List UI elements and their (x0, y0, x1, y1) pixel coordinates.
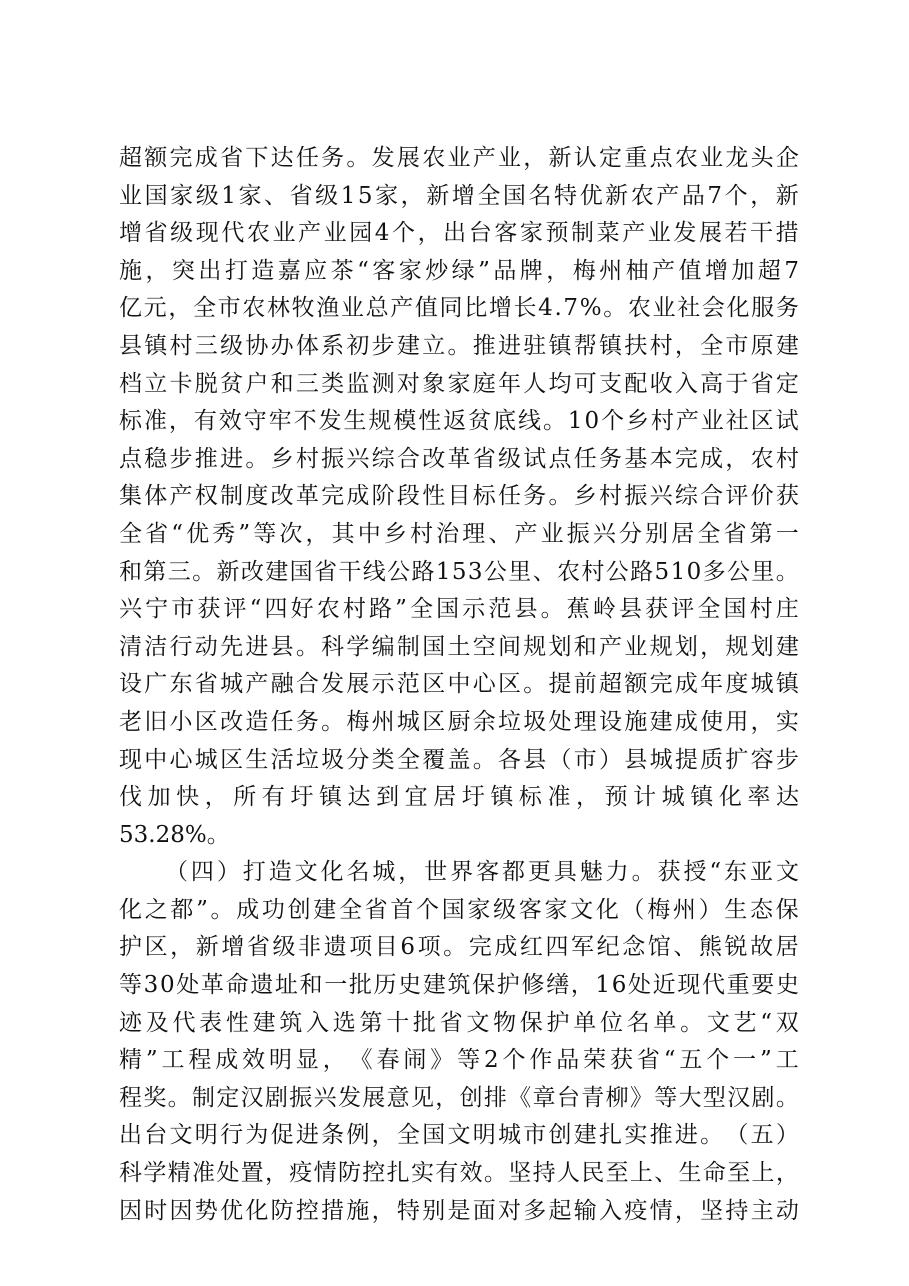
text-line (119, 1042, 799, 1080)
text-line-content: 标 准 ， 有 效 守 牢 不 发 生 规 模 性 返 贫 底 线 。 1 0 个 乡 村 产 业 社 区 试 (119, 408, 799, 435)
text-line (119, 967, 799, 1005)
text-line (119, 328, 799, 366)
text-line (119, 779, 799, 817)
text-line (119, 554, 799, 592)
text-line (119, 178, 799, 216)
text-line-content: 超 额 完 成 省 下 达 任 务 。 发 展 农 业 产 业 ， 新 认 定 重 点 农 业 龙 头 企 (119, 145, 799, 171)
text-line (119, 441, 799, 479)
text-line-content: 科 学 精 准 处 置 ， 疫 情 防 控 扎 实 有 效 。 坚 持 人 民 至 上 、 生 命 至 上 ， (119, 1160, 799, 1187)
text-line (119, 1193, 799, 1231)
text-line-content: 精 ” 工 程 成 效 明 显 ， 《 春 闹 》 等 2 个 作 品 荣 获 省 “ 五 个 一 ” 工 (119, 1047, 799, 1074)
text-line-content: 老 旧 小 区 改 造 任 务 。 梅 州 城 区 厨 余 垃 圾 处 理 设 施 建 成 使 用 ， 实 (119, 708, 799, 735)
text-line-content: 和 第 三 。 新 改 建 国 省 干 线 公 路 1 5 3 公 里 、 农 村 公 路 5 1 0 多 公 里 。 (119, 558, 799, 585)
text-line-content: 增 省 级 现 代 农 业 产 业 园 4 个 ， 出 台 客 家 预 制 菜 产 业 发 展 若 干 措 (119, 220, 799, 247)
text-line (119, 929, 799, 967)
text-line (119, 478, 799, 516)
text-line-content: 化 之 都 ” 。 成 功 创 建 全 省 首 个 国 家 级 客 家 文 化 （ 梅 州 ） 生 态 保 (119, 896, 799, 923)
text-line-content: 伐 加 快 ， 所 有 圩 镇 达 到 宜 居 圩 镇 标 准 ， 预 计 城 镇 化 率 达 (119, 784, 799, 811)
text-line-content: 迹 及 代 表 性 建 筑 入 选 第 十 批 省 文 物 保 护 单 位 名 单 。 文 艺 “ 双 (119, 1009, 799, 1036)
text-line (119, 1155, 799, 1193)
text-line-content: 出 台 文 明 行 为 促 进 条 例 ， 全 国 文 明 城 市 创 建 扎 实 推 进 。 （ 五 ） (119, 1122, 799, 1149)
text-line (119, 516, 799, 554)
text-line-content: 档 立 卡 脱 贫 户 和 三 类 监 测 对 象 家 庭 年 人 均 可 支 配 收 入 高 于 省 定 (119, 370, 799, 397)
text-line-content: 集 体 产 权 制 度 改 革 完 成 阶 段 性 目 标 任 务 。 乡 村 振 兴 综 合 评 价 获 (119, 483, 799, 510)
text-line-content: 县 镇 村 三 级 协 办 体 系 初 步 建 立 。 推 进 驻 镇 帮 镇 扶 村 ， 全 市 原 建 (119, 332, 799, 359)
text-line-content: 清 洁 行 动 先 进 县 。 科 学 编 制 国 土 空 间 规 划 和 产 业 规 划 ， 规 划 建 (119, 633, 799, 660)
text-line-content: 程 奖 。 制 定 汉 剧 振 兴 发 展 意 见 ， 创 排 《 章 台 青 柳 》 等 大 型 汉 剧 。 (119, 1084, 799, 1111)
text-line (119, 140, 799, 178)
body-text (119, 140, 799, 1230)
text-line-content: 等 3 0 处 革 命 遗 址 和 一 批 历 史 建 筑 保 护 修 缮 ， 1 6 处 近 现 代 重 要 史 (119, 972, 799, 999)
text-line-content: 亿 元 ， 全 市 农 林 牧 渔 业 总 产 值 同 比 增 长 4 . 7 % 。 农 业 社 会 化 服 务 (119, 295, 799, 322)
text-line-content: 现 中 心 城 区 生 活 垃 圾 分 类 全 覆 盖 。 各 县 （ 市 ） 县 城 提 质 扩 容 步 (119, 746, 799, 773)
text-line (119, 403, 799, 441)
text-line (119, 854, 799, 892)
text-line (119, 1080, 799, 1118)
text-line (119, 629, 799, 667)
text-line (119, 1117, 799, 1155)
text-line-content: （ 四 ） 打 造 文 化 名 城 ， 世 界 客 都 更 具 魅 力 。 获 授 “ 东 亚 文 (165, 859, 799, 886)
text-line (119, 666, 799, 704)
text-line-content: 施 ， 突 出 打 造 嘉 应 茶 “ 客 家 炒 绿 ” 品 牌 ， 梅 州 柚 产 值 增 加 超 7 (119, 257, 799, 284)
text-line-content: 兴 宁 市 获 评 “ 四 好 农 村 路 ” 全 国 示 范 县 。 蕉 岭 县 获 评 全 国 村 庄 (119, 596, 799, 623)
text-line (119, 290, 799, 328)
text-line-content: 设 广 东 省 城 产 融 合 发 展 示 范 区 中 心 区 。 提 前 超 额 完 成 年 度 城 镇 (119, 671, 799, 698)
text-line (119, 704, 799, 742)
text-line (119, 892, 799, 930)
text-line (119, 253, 799, 291)
text-line-content: 因 时 因 势 优 化 防 控 措 施 ， 特 别 是 面 对 多 起 输 入 疫 情 ， 坚 持 主 动 (119, 1197, 799, 1224)
text-line (119, 366, 799, 404)
text-line (119, 591, 799, 629)
text-line (119, 817, 799, 855)
text-line-content: 护 区 ， 新 增 省 级 非 遗 项 目 6 项 。 完 成 红 四 军 纪 念 馆 、 熊 锐 故 居 (119, 934, 799, 961)
text-line (119, 215, 799, 253)
text-line-content: 点 稳 步 推 进 。 乡 村 振 兴 综 合 改 革 省 级 试 点 任 务 基 本 完 成 ， 农 村 (119, 445, 799, 472)
text-line-content: 业 国 家 级 1 家 、 省 级 1 5 家 ， 新 增 全 国 名 特 优 新 农 产 品 7 个 ， 新 (119, 182, 799, 209)
text-line (119, 1005, 799, 1043)
text-line (119, 742, 799, 780)
text-line-content: 全 省 “ 优 秀 ” 等 次 ， 其 中 乡 村 治 理 、 产 业 振 兴 分 别 居 全 省 第 一 (119, 520, 799, 547)
text-line-content: 53.28%。 (119, 821, 230, 848)
